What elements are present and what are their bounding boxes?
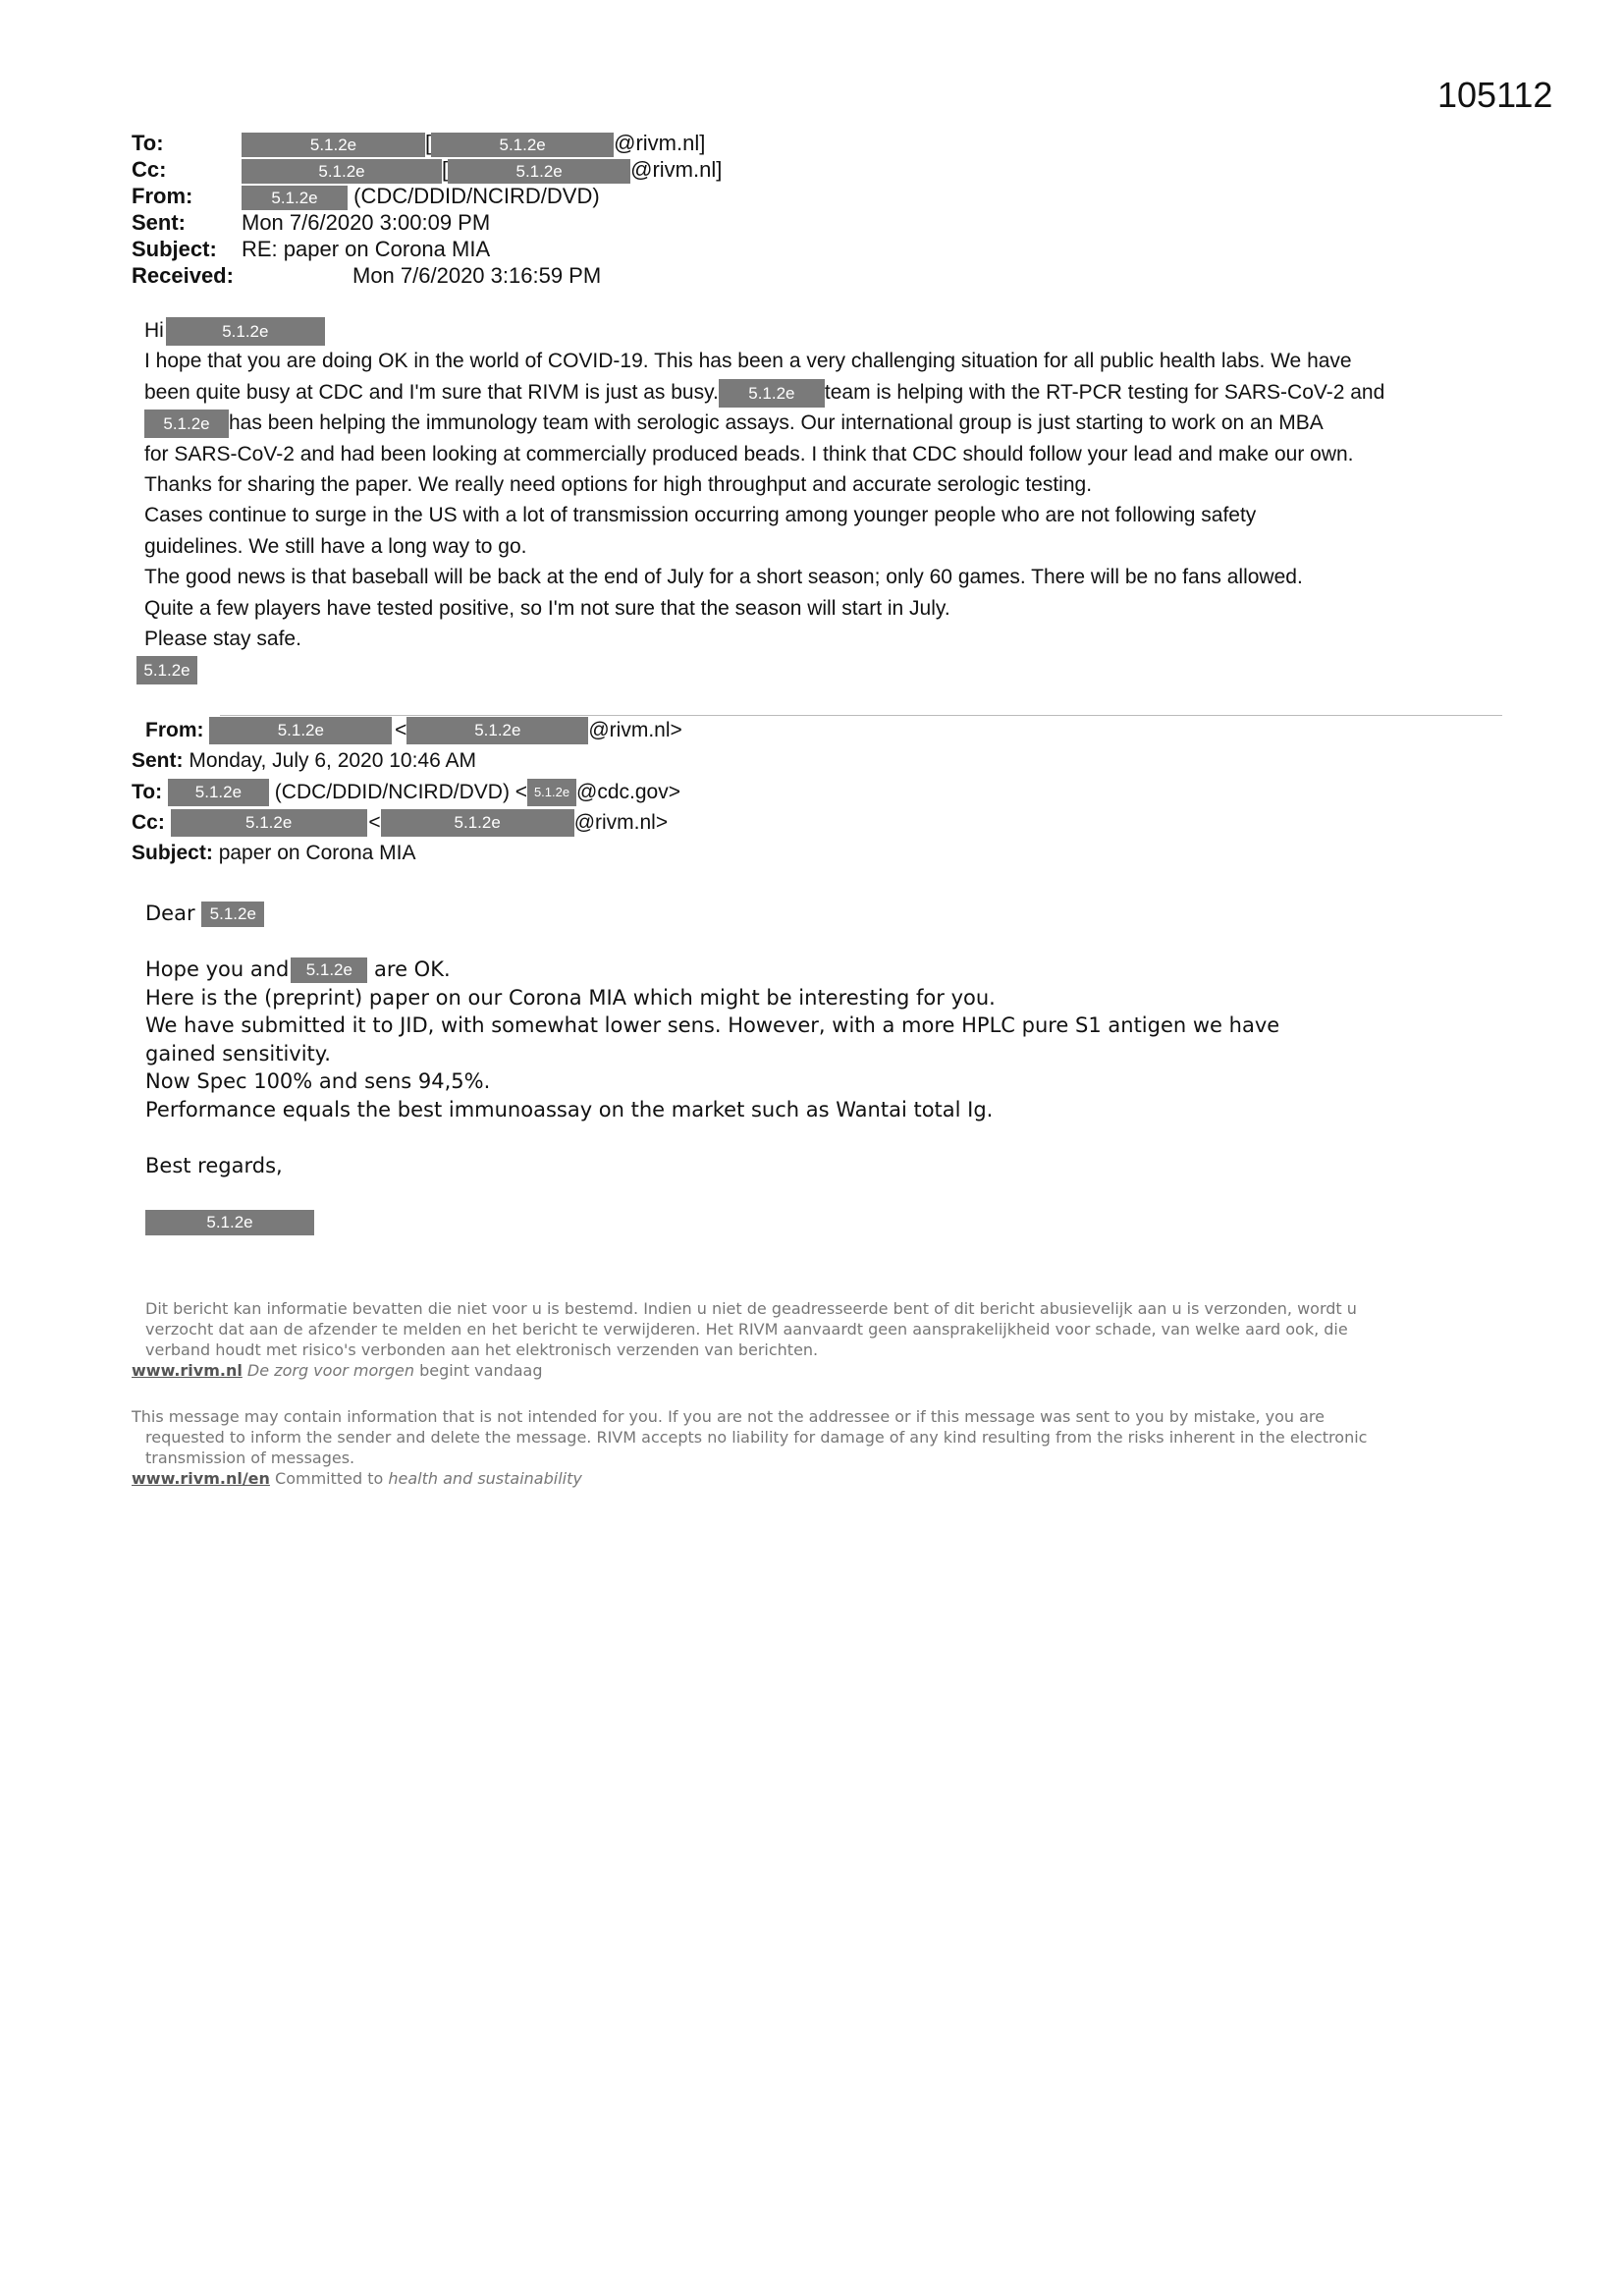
signature-redaction: 5.1.2e bbox=[145, 1210, 314, 1235]
original-message-body: Dear 5.1.2e Hope you and 5.1.2e are OK. Here is the (preprint) paper on our Corona MIA which might be interesting for you. We have submitted it to JID, with somewhat lower sens. However, with a more HPLC pure S1 antigen we have gained sensitivity. Now Spec 100% and sens 94,5%. Performance equals the best immunoassay on the market such as Wantai total Ig. Best regards, 5.1.2e bbox=[145, 900, 1500, 1235]
fwd-from-label: From: bbox=[145, 719, 204, 741]
redaction-box: 5.1.2e bbox=[242, 133, 425, 157]
redaction-box: 5.1.2e bbox=[448, 159, 630, 184]
forwarded-header: From: 5.1.2e < 5.1.2e @rivm.nl> Sent: Monday, July 6, 2020 10:46 AM To: 5.1.2e (CDC/DDID/NCIRD/DVD) < 5.1.2e @cdc.gov> Cc: 5.1.2e < 5.1.2e @rivm.nl> Subject: paper on Corona MIA bbox=[132, 719, 682, 865]
rivm-en-link[interactable]: www.rivm.nl/en bbox=[132, 1469, 270, 1488]
redaction-box: 5.1.2e bbox=[242, 186, 348, 210]
from-org: (CDC/DDID/NCIRD/DVD) bbox=[353, 184, 600, 208]
cc-label: Cc: bbox=[132, 157, 167, 182]
redaction-box: 5.1.2e bbox=[527, 779, 576, 806]
redaction-box: 5.1.2e bbox=[168, 779, 269, 806]
disclaimer-english: This message may contain information that is not intended for you. If you are not the addressee or if this message was sent to you by mistake, you are requested to inform the sender and delete the message. RIVM accepts no liability for damage of any kind resulting from the risks inherent in the electronic transmission of messages. www.rivm.nl/en Committed to health and sustainability bbox=[132, 1407, 1368, 1488]
to-label: To: bbox=[132, 131, 164, 155]
reply-body: Hi 5.1.2e I hope that you are doing OK in the world of COVID-19. This has been a very challenging situation for all public health labs. We have been quite busy at CDC and I'm sure that RIVM is just as busy. 5.1.2e team is helping with the RT-PCR testing for SARS-CoV-2 and 5.1.2e has been helping the immunology team with serologic assays. Our international group is just starting to work on an MBA for SARS-CoV-2 and had been looking at commercially produced beads. I think that CDC should follow your lead and make our own. Thanks for sharing the paper. We really need options for high throughput and accurate serologic testing. Cases continue to surge in the US with a lot of transmission occurring among younger people who are not following safety guidelines. We still have a long way to go. The good news is that baseball will be back at the end of July for a short season; only 60 games. There will be no fans allowed. Quite a few players have tested positive, so I'm not sure that the season will start in July. Please stay safe. 5.1.2e bbox=[144, 315, 1499, 685]
fwd-sent-label: Sent: bbox=[132, 749, 184, 773]
redaction-box: 5.1.2e bbox=[291, 957, 367, 983]
redaction-box: 5.1.2e bbox=[431, 133, 614, 157]
redaction-box: 5.1.2e bbox=[201, 902, 264, 927]
sent-value: Mon 7/6/2020 3:00:09 PM bbox=[242, 210, 491, 235]
to-domain: @rivm.nl] bbox=[614, 131, 706, 155]
fwd-to-label: To: bbox=[132, 780, 163, 803]
redaction-box: 5.1.2e bbox=[144, 410, 229, 438]
received-label: Received: bbox=[132, 263, 234, 288]
disclaimer-dutch: Dit bericht kan informatie bevatten die niet voor u is bestemd. Indien u niet de geadresseerde bent of dit bericht abusievelijk aan u is verzonden, wordt u verzocht dat aan de afzender te melden en het bericht te verwijderen. Het RIVM aanvaardt geen aansprakelijkheid voor schade, van welke aard ook, die verband houdt met risico's verbonden aan het elektronisch verzenden van berichten. www.rivm.nl De zorg voor morgen begint vandaag bbox=[132, 1299, 1357, 1380]
redaction-box: 5.1.2e bbox=[381, 809, 574, 837]
redaction-box: 5.1.2e bbox=[406, 717, 588, 744]
disclaimer bbox=[132, 1298, 1506, 1489]
subject-label: Subject: bbox=[132, 237, 217, 261]
page-number: 105112 bbox=[1437, 75, 1553, 115]
fwd-cc-label: Cc: bbox=[132, 810, 165, 834]
fwd-subject-label: Subject: bbox=[132, 842, 213, 865]
subject-value: RE: paper on Corona MIA bbox=[242, 237, 491, 261]
redaction-box: 5.1.2e bbox=[166, 317, 325, 346]
from-label: From: bbox=[132, 184, 193, 208]
signature-redaction: 5.1.2e bbox=[136, 656, 197, 684]
redaction-box: 5.1.2e bbox=[719, 379, 825, 408]
greeting: Hi bbox=[144, 319, 164, 342]
rivm-link[interactable]: www.rivm.nl bbox=[132, 1361, 243, 1380]
redaction-box: 5.1.2e bbox=[242, 159, 442, 184]
sent-label: Sent: bbox=[132, 210, 186, 235]
cc-domain: @rivm.nl] bbox=[630, 157, 723, 182]
redaction-box: 5.1.2e bbox=[209, 717, 392, 744]
received-value: Mon 7/6/2020 3:16:59 PM bbox=[352, 263, 602, 288]
redaction-box: 5.1.2e bbox=[171, 809, 367, 837]
